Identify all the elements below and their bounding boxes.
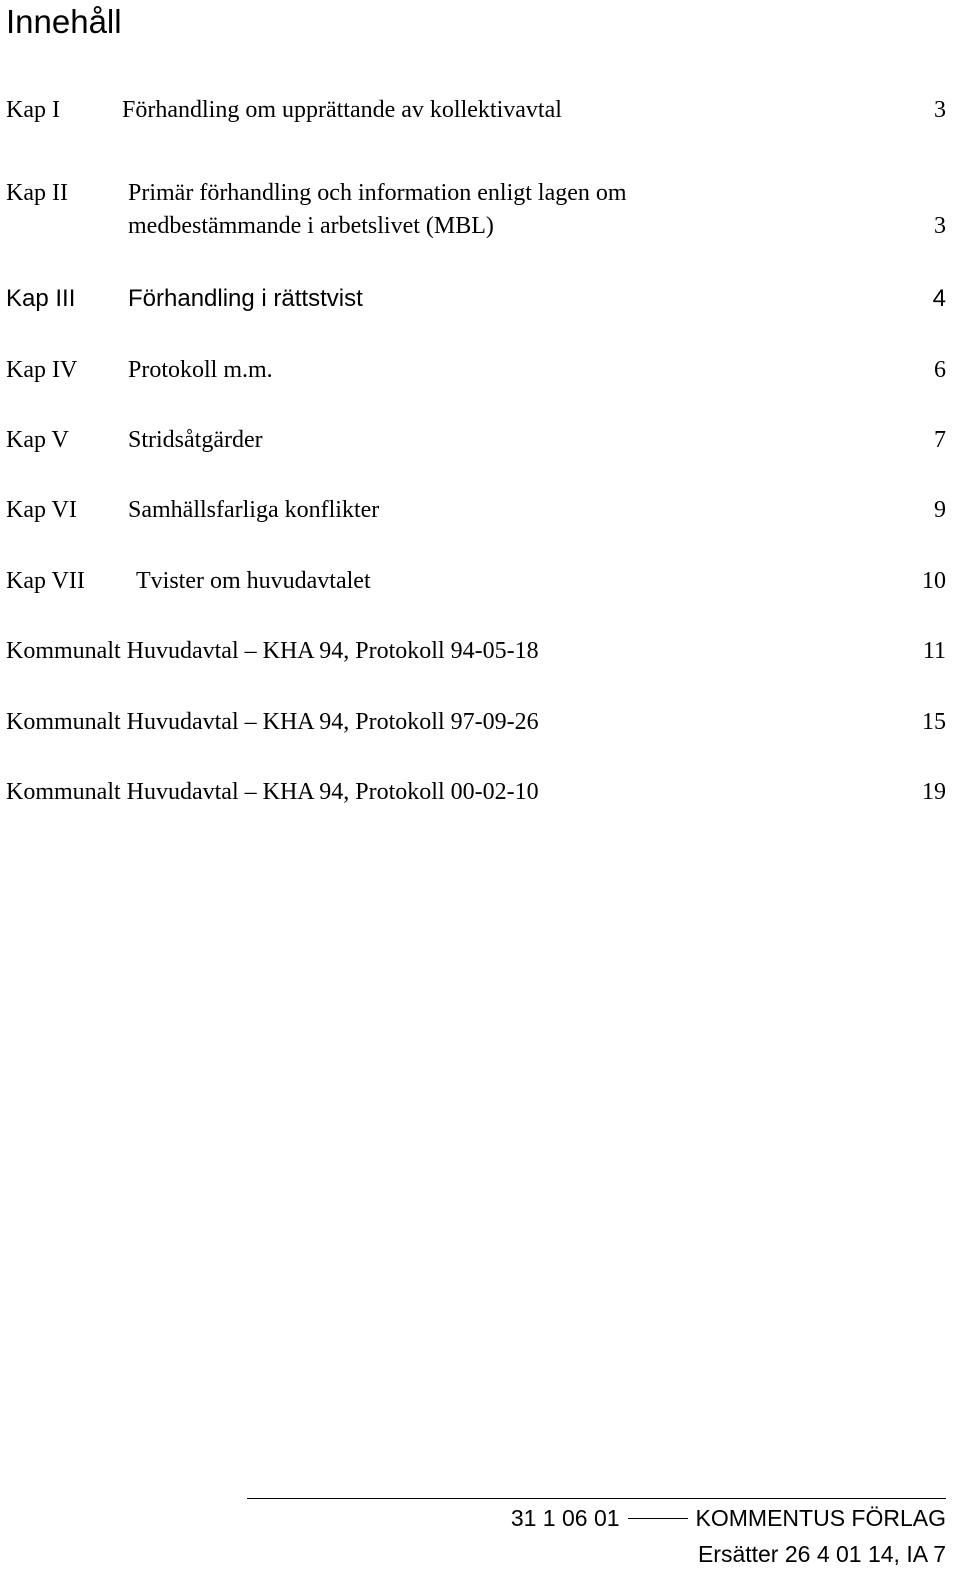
toc-chapter-label: Kap V bbox=[6, 427, 69, 453]
toc-chapter-label: Kap VI bbox=[6, 497, 77, 523]
toc-chapter-label: Kap VII bbox=[6, 568, 85, 594]
toc-entry-title: Stridsåtgärder bbox=[128, 424, 265, 456]
toc-chapter-label: Kap II bbox=[6, 180, 68, 206]
footer-code: 31 1 06 01 bbox=[510, 1505, 620, 1531]
toc-entry-title: Protokoll m.m. bbox=[128, 354, 275, 386]
page-title: Innehåll bbox=[6, 3, 122, 40]
toc-chapter-label: Kap III bbox=[6, 285, 76, 312]
toc-entry-title-cont: medbestämmande i arbetslivet (MBL) bbox=[128, 210, 496, 242]
toc-entry-title: Samhällsfarliga konflikter bbox=[128, 494, 381, 526]
toc-entry-title: Tvister om huvudavtalet bbox=[136, 565, 373, 597]
footer-replacement-line: Ersätter 26 4 01 14, IA 7 bbox=[697, 1541, 946, 1567]
toc-page-number: 9 bbox=[931, 494, 946, 526]
footer-publisher: KOMMENTUS FÖRLAG bbox=[695, 1505, 946, 1531]
footer-publisher-line bbox=[511, 1504, 946, 1532]
toc-entry-title: Förhandling i rättstvist bbox=[128, 283, 365, 315]
toc-entry-title: Kommunalt Huvudavtal – KHA 94, Protokoll 94-05-18 bbox=[6, 635, 541, 667]
toc-page-number: 11 bbox=[920, 635, 946, 667]
toc-page-number: 3 bbox=[931, 94, 946, 126]
footer-dash bbox=[628, 1518, 688, 1519]
footer-divider bbox=[247, 1498, 946, 1499]
toc-entry-title: Förhandling om upprättande av kollektivavtal bbox=[122, 94, 564, 126]
toc-entry-title: Kommunalt Huvudavtal – KHA 94, Protokoll 00-02-10 bbox=[6, 776, 541, 808]
toc-entry-title: Primär förhandling och information enligt lagen om bbox=[128, 177, 629, 209]
toc-chapter-label: Kap IV bbox=[6, 357, 78, 383]
toc-page-number: 4 bbox=[930, 283, 946, 315]
toc-entry-title: Kommunalt Huvudavtal – KHA 94, Protokoll 97-09-26 bbox=[6, 706, 541, 738]
toc-page-number: 6 bbox=[931, 354, 946, 386]
toc-page-number: 19 bbox=[919, 776, 946, 808]
toc-page-number: 10 bbox=[919, 565, 946, 597]
toc-page-number: 15 bbox=[919, 706, 946, 738]
toc-page-number: 7 bbox=[931, 424, 946, 456]
toc-chapter-label: Kap I bbox=[6, 97, 60, 123]
toc-page-number: 3 bbox=[931, 210, 946, 242]
